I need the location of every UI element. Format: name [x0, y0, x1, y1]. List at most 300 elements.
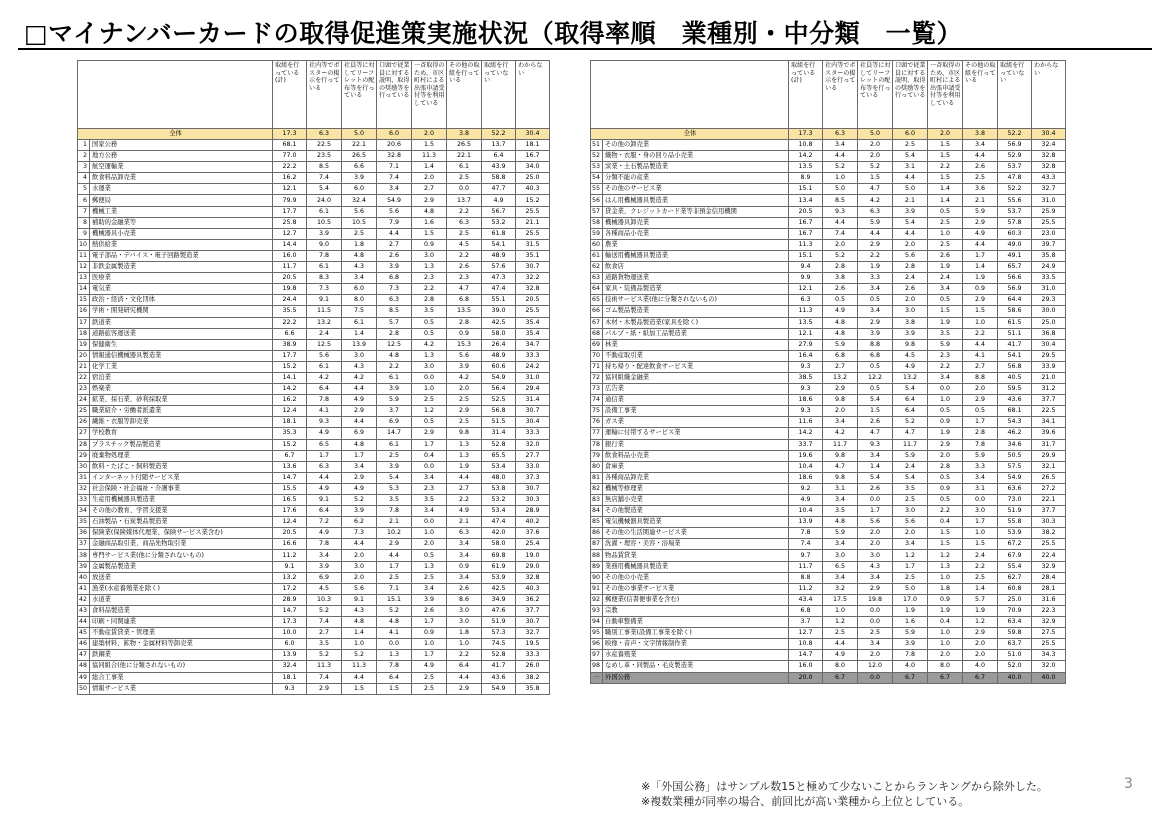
value-cell: 6.4: [307, 384, 342, 395]
page-title: □マイナンバーカードの取得促進策実施状況（取得率順 業種別・中分類 一覧）: [24, 19, 963, 48]
value-cell: 2.0: [858, 650, 893, 661]
table-row: [78, 217, 550, 228]
value-cell: 9.8: [823, 472, 858, 483]
table-row: [78, 483, 550, 494]
table-row: [78, 173, 550, 184]
value-cell: 27.2: [1032, 483, 1066, 494]
value-cell: 11.7: [789, 561, 823, 572]
value-cell: 1.7: [307, 450, 342, 461]
table-row: [591, 384, 1066, 395]
value-cell: 56.9: [998, 140, 1032, 151]
value-cell: 2.5: [858, 628, 893, 639]
rank-cell: －: [591, 672, 603, 683]
column-header: 社内等でポスターの掲示を行っている: [823, 61, 858, 129]
value-cell: 52.8: [482, 439, 516, 450]
table-row: [591, 528, 1066, 539]
rank-cell: 44: [78, 617, 90, 628]
value-cell: 20.6: [377, 140, 412, 151]
rank-cell: 74: [591, 395, 603, 406]
value-cell: 48.0: [482, 472, 516, 483]
industry-cell: 職業紹介・労働者派遣業: [90, 406, 273, 417]
value-cell: 1.9: [963, 605, 998, 616]
industry-cell: 生産用機械器具製造業: [90, 495, 273, 506]
industry-cell: プラスチック製品製造業: [90, 439, 273, 450]
value-cell: 7.8: [377, 661, 412, 672]
value-cell: 2.9: [963, 217, 998, 228]
value-cell: 51.5: [482, 417, 516, 428]
value-cell: 0.5: [823, 295, 858, 306]
value-cell: 2.8: [823, 262, 858, 273]
value-cell: 2.4: [307, 328, 342, 339]
value-cell: 2.6: [447, 583, 482, 594]
value-cell: 3.9: [307, 561, 342, 572]
value-cell: 2.5: [377, 450, 412, 461]
table-row: [78, 461, 550, 472]
table-row: [78, 140, 550, 151]
value-cell: 0.5: [963, 406, 998, 417]
industry-cell: 情報通信機械器具製造業: [90, 350, 273, 361]
value-cell: 1.5: [412, 140, 447, 151]
table-row: [591, 650, 1066, 661]
value-cell: 3.0: [412, 361, 447, 372]
value-cell: 2.9: [928, 439, 963, 450]
rank-cell: 9: [78, 228, 90, 239]
value-cell: 2.0: [893, 239, 928, 250]
value-cell: 4.4: [963, 339, 998, 350]
value-cell: 8.3: [307, 273, 342, 284]
industry-cell: なめし革・同製品・毛皮製造業: [603, 661, 789, 672]
value-cell: 4.8: [412, 206, 447, 217]
value-cell: 25.5: [1032, 539, 1066, 550]
value-cell: 2.9: [963, 295, 998, 306]
value-cell: 4.4: [858, 228, 893, 239]
value-cell: 0.0: [412, 517, 447, 528]
value-cell: 4.9: [893, 361, 928, 372]
value-cell: 1.5: [963, 306, 998, 317]
value-cell: 39.6: [1032, 428, 1066, 439]
value-cell: 10.2: [377, 528, 412, 539]
value-cell: 2.5: [823, 628, 858, 639]
value-cell: 40.5: [998, 372, 1032, 383]
table-row: [78, 594, 550, 605]
table-row: [78, 439, 550, 450]
value-cell: 34.1: [1032, 417, 1066, 428]
table-row: [591, 428, 1066, 439]
value-cell: 3.9: [858, 328, 893, 339]
value-cell: 14.7: [789, 650, 823, 661]
value-cell: 5.4: [377, 472, 412, 483]
value-cell: 4.4: [823, 639, 858, 650]
rank-cell: 54: [591, 173, 603, 184]
value-cell: 3.5: [412, 306, 447, 317]
value-cell: 3.4: [377, 184, 412, 195]
value-cell: 34.3: [1032, 650, 1066, 661]
value-cell: 31.0: [516, 372, 550, 383]
value-cell: 25.0: [1032, 317, 1066, 328]
footnote-foreign: ※「外国公務」はサンプル数15と極めて少ないことからランキングから除外した。: [641, 780, 1048, 793]
value-cell: 25.5: [516, 306, 550, 317]
rank-cell: 20: [78, 350, 90, 361]
value-cell: 1.3: [412, 561, 447, 572]
value-cell: 52.8: [482, 650, 516, 661]
value-cell: 7.8: [893, 650, 928, 661]
table-row: [591, 628, 1066, 639]
value-cell: 15.5: [273, 483, 307, 494]
value-cell: 2.6: [377, 250, 412, 261]
value-cell: 35.3: [273, 428, 307, 439]
industry-cell: 印刷・同関連業: [90, 617, 273, 628]
value-cell: 3.0: [342, 561, 377, 572]
industry-cell: 機械等修理業: [603, 483, 789, 494]
industry-cell: 鉱業、採石業、砂利採取業: [90, 395, 273, 406]
value-cell: 47.4: [482, 284, 516, 295]
value-cell: 7.4: [789, 539, 823, 550]
value-cell: 54.9: [998, 472, 1032, 483]
value-cell: 5.9: [377, 395, 412, 406]
value-cell: 30.7: [516, 262, 550, 273]
value-cell: 32.7: [1032, 184, 1066, 195]
value-cell: 2.0: [858, 528, 893, 539]
value-cell: 30.4: [1032, 339, 1066, 350]
value-cell: 2.0: [858, 140, 893, 151]
value-cell: 2.0: [823, 239, 858, 250]
value-cell: 2.4: [893, 273, 928, 284]
value-cell: 1.0: [928, 628, 963, 639]
value-cell: 3.0: [412, 250, 447, 261]
value-cell: 11.7: [273, 262, 307, 273]
value-cell: 0.0: [412, 461, 447, 472]
value-cell: 6.8: [789, 605, 823, 616]
value-cell: 6.0: [342, 184, 377, 195]
value-cell: 9.1: [342, 594, 377, 605]
value-cell: 13.7: [447, 195, 482, 206]
industry-cell: 協同組合(他に分類されないもの): [90, 661, 273, 672]
industry-cell: 国家公務: [90, 140, 273, 151]
value-cell: 0.4: [928, 517, 963, 528]
value-cell: 4.1: [963, 350, 998, 361]
value-cell: 42.5: [482, 583, 516, 594]
value-cell: 3.4: [823, 495, 858, 506]
value-cell: 54.1: [482, 239, 516, 250]
value-cell: 4.2: [447, 372, 482, 383]
value-cell: 0.0: [412, 372, 447, 383]
value-cell: 1.9: [928, 317, 963, 328]
value-cell: 2.0: [858, 151, 893, 162]
column-header: 社内等でポスターの掲示を行っている: [307, 61, 342, 129]
value-cell: 1.0: [412, 639, 447, 650]
value-cell: 29.0: [516, 561, 550, 572]
value-cell: 1.8: [447, 628, 482, 639]
value-cell: 51.9: [998, 506, 1032, 517]
value-cell: 8.6: [447, 594, 482, 605]
table-row: [78, 572, 550, 583]
table-row: [78, 350, 550, 361]
value-cell: 8.8: [789, 572, 823, 583]
value-cell: 54.9: [482, 683, 516, 694]
rank-cell: 12: [78, 262, 90, 273]
value-cell: 77.0: [273, 151, 307, 162]
industry-cell: その他の教育、学習支援業: [90, 506, 273, 517]
value-cell: 49.0: [998, 239, 1032, 250]
value-cell: 38.2: [516, 672, 550, 683]
table-row: [78, 162, 550, 173]
value-cell: 4.4: [342, 384, 377, 395]
value-cell: 3.4: [447, 550, 482, 561]
value-cell: 5.6: [893, 517, 928, 528]
industry-cell: 電気機械器具製造業: [603, 517, 789, 528]
value-cell: 0.0: [858, 495, 893, 506]
value-cell: 2.9: [963, 628, 998, 639]
total-value: 3.8: [447, 129, 482, 140]
value-cell: 5.6: [447, 350, 482, 361]
industry-cell: 繊維・衣服等卸売業: [90, 417, 273, 428]
value-cell: 31.4: [516, 395, 550, 406]
value-cell: 2.2: [963, 561, 998, 572]
value-cell: 43.4: [789, 594, 823, 605]
industry-cell: 保険業(保険媒体代理業、保険サービス業含む): [90, 528, 273, 539]
value-cell: 9.8: [823, 450, 858, 461]
table-row: [78, 672, 550, 683]
rank-cell: 46: [78, 639, 90, 650]
value-cell: 3.4: [447, 539, 482, 550]
value-cell: 3.4: [928, 284, 963, 295]
value-cell: 9.7: [789, 550, 823, 561]
table-row: [78, 250, 550, 261]
industry-cell: 職別工事業(設備工事業を除く): [603, 628, 789, 639]
value-cell: 17.0: [893, 594, 928, 605]
value-cell: 74.5: [482, 639, 516, 650]
value-cell: 1.9: [928, 428, 963, 439]
value-cell: 43.6: [482, 672, 516, 683]
value-cell: 5.4: [858, 395, 893, 406]
value-cell: 0.0: [858, 617, 893, 628]
industry-cell: 石油製品・石炭製品製造業: [90, 517, 273, 528]
value-cell: 47.6: [482, 605, 516, 616]
rank-cell: 62: [591, 262, 603, 273]
value-cell: 16.2: [273, 395, 307, 406]
table-row: [591, 461, 1066, 472]
total-label: 全体: [591, 129, 789, 140]
value-cell: 0.0: [858, 605, 893, 616]
value-cell: 2.4: [893, 461, 928, 472]
value-cell: 5.0: [823, 184, 858, 195]
value-cell: 35.4: [516, 328, 550, 339]
value-cell: 5.4: [893, 384, 928, 395]
industry-cell: 外国公務: [603, 672, 789, 683]
industry-cell: 倉庫業: [603, 461, 789, 472]
value-cell: 32.4: [1032, 140, 1066, 151]
value-cell: 3.5: [377, 495, 412, 506]
value-cell: 2.5: [963, 173, 998, 184]
value-cell: 2.6: [447, 262, 482, 273]
rank-cell: 1: [78, 140, 90, 151]
value-cell: 1.7: [858, 506, 893, 517]
value-cell: 3.9: [893, 206, 928, 217]
value-cell: 39.0: [482, 306, 516, 317]
value-cell: 65.5: [482, 450, 516, 461]
value-cell: 58.8: [482, 173, 516, 184]
value-cell: 4.4: [377, 228, 412, 239]
value-cell: 5.2: [858, 162, 893, 173]
value-cell: 3.4: [823, 417, 858, 428]
value-cell: 5.9: [963, 206, 998, 217]
value-cell: 1.0: [447, 639, 482, 650]
value-cell: 19.0: [516, 550, 550, 561]
rank-cell: 52: [591, 151, 603, 162]
value-cell: 1.0: [823, 173, 858, 184]
value-cell: 35.5: [273, 306, 307, 317]
value-cell: 1.4: [412, 162, 447, 173]
table-row: [78, 605, 550, 616]
value-cell: 7.8: [377, 506, 412, 517]
value-cell: 38.2: [1032, 528, 1066, 539]
value-cell: 11.7: [823, 439, 858, 450]
value-cell: 56.6: [998, 273, 1032, 284]
value-cell: 5.6: [307, 350, 342, 361]
rank-cell: 28: [78, 439, 90, 450]
value-cell: 5.4: [893, 472, 928, 483]
rank-cell: 21: [78, 361, 90, 372]
column-header: わからない: [1032, 61, 1066, 129]
rank-cell: 10: [78, 239, 90, 250]
value-cell: 2.7: [412, 184, 447, 195]
total-value: 52.2: [998, 129, 1032, 140]
value-cell: 51.9: [482, 617, 516, 628]
value-cell: 4.9: [963, 228, 998, 239]
value-cell: 1.7: [412, 617, 447, 628]
industry-cell: 学校教育: [90, 428, 273, 439]
value-cell: 2.5: [447, 173, 482, 184]
table-row: [78, 683, 550, 694]
value-cell: 1.5: [858, 173, 893, 184]
value-cell: 2.6: [928, 250, 963, 261]
industry-cell: 社会保険・社会福祉・介護事業: [90, 483, 273, 494]
rank-cell: 17: [78, 317, 90, 328]
column-header: 取組を行っている(計): [273, 61, 307, 129]
value-cell: 79.9: [273, 195, 307, 206]
table-row: [591, 406, 1066, 417]
value-cell: 55.4: [998, 561, 1032, 572]
value-cell: 7.3: [307, 284, 342, 295]
value-cell: 2.6: [963, 162, 998, 173]
rank-cell: 57: [591, 206, 603, 217]
total-row: [591, 129, 1066, 140]
value-cell: 1.0: [928, 639, 963, 650]
value-cell: 0.0: [447, 184, 482, 195]
value-cell: 35.8: [516, 683, 550, 694]
column-header: 一斉取得のため、市区町村による出張申請受付等を利用している: [412, 61, 447, 129]
value-cell: 31.0: [1032, 195, 1066, 206]
value-cell: 5.9: [893, 628, 928, 639]
value-cell: 24.4: [273, 295, 307, 306]
value-cell: 2.5: [412, 683, 447, 694]
rank-cell: 15: [78, 295, 90, 306]
value-cell: 4.4: [963, 239, 998, 250]
value-cell: 4.9: [307, 528, 342, 539]
table-row: [591, 517, 1066, 528]
value-cell: 31.5: [516, 239, 550, 250]
value-cell: 1.0: [412, 384, 447, 395]
value-cell: 14.7: [273, 605, 307, 616]
value-cell: 1.3: [928, 561, 963, 572]
value-cell: 28.9: [516, 506, 550, 517]
value-cell: 1.7: [412, 650, 447, 661]
value-cell: 68.1: [998, 406, 1032, 417]
value-cell: 2.1: [963, 195, 998, 206]
value-cell: 4.3: [342, 361, 377, 372]
rank-cell: 49: [78, 672, 90, 683]
value-cell: 6.3: [789, 295, 823, 306]
value-cell: 17.2: [273, 583, 307, 594]
header-corner: [78, 61, 273, 129]
value-cell: 4.5: [447, 239, 482, 250]
value-cell: 6.9: [307, 572, 342, 583]
value-cell: 25.8: [273, 217, 307, 228]
value-cell: 3.9: [893, 639, 928, 650]
industry-cell: 持ち帰り・配達飲食サービス業: [603, 361, 789, 372]
value-cell: 63.6: [998, 483, 1032, 494]
rank-cell: 71: [591, 361, 603, 372]
value-cell: 51.1: [998, 328, 1032, 339]
industry-cell: 宿泊業: [90, 372, 273, 383]
value-cell: 3.9: [342, 506, 377, 517]
value-cell: 1.4: [963, 262, 998, 273]
value-cell: 4.0: [893, 661, 928, 672]
industry-cell: ガス業: [603, 417, 789, 428]
value-cell: 11.7: [893, 439, 928, 450]
value-cell: 5.3: [377, 483, 412, 494]
value-cell: 0.0: [963, 495, 998, 506]
industry-cell: 各種商品小売業: [603, 228, 789, 239]
value-cell: 33.9: [1032, 361, 1066, 372]
value-cell: 61.9: [482, 561, 516, 572]
table-row: [591, 661, 1066, 672]
value-cell: 26.5: [1032, 472, 1066, 483]
value-cell: 28.1: [1032, 583, 1066, 594]
value-cell: 2.5: [447, 417, 482, 428]
rank-cell: 25: [78, 406, 90, 417]
value-cell: 6.8: [858, 350, 893, 361]
value-cell: 13.5: [789, 317, 823, 328]
value-cell: 2.6: [823, 284, 858, 295]
value-cell: 18.6: [789, 472, 823, 483]
value-cell: 9.9: [789, 273, 823, 284]
table-row: [591, 395, 1066, 406]
industry-cell: 不動産取引業: [603, 350, 789, 361]
value-cell: 6.3: [377, 295, 412, 306]
rank-cell: 3: [78, 162, 90, 173]
table-row: [591, 483, 1066, 494]
value-cell: 3.4: [342, 273, 377, 284]
table-row: [591, 572, 1066, 583]
value-cell: 2.9: [342, 472, 377, 483]
value-cell: 5.2: [307, 605, 342, 616]
value-cell: 1.4: [858, 461, 893, 472]
value-cell: 2.5: [893, 572, 928, 583]
page-number: 3: [1124, 776, 1133, 792]
value-cell: 9.1: [307, 295, 342, 306]
rank-cell: 87: [591, 539, 603, 550]
value-cell: 22.5: [1032, 406, 1066, 417]
value-cell: 5.6: [858, 517, 893, 528]
value-cell: 1.2: [823, 617, 858, 628]
value-cell: 11.3: [307, 661, 342, 672]
value-cell: 20.5: [516, 295, 550, 306]
value-cell: 6.7: [823, 672, 858, 683]
value-cell: 30.4: [516, 417, 550, 428]
value-cell: 5.7: [963, 594, 998, 605]
rank-cell: 89: [591, 561, 603, 572]
